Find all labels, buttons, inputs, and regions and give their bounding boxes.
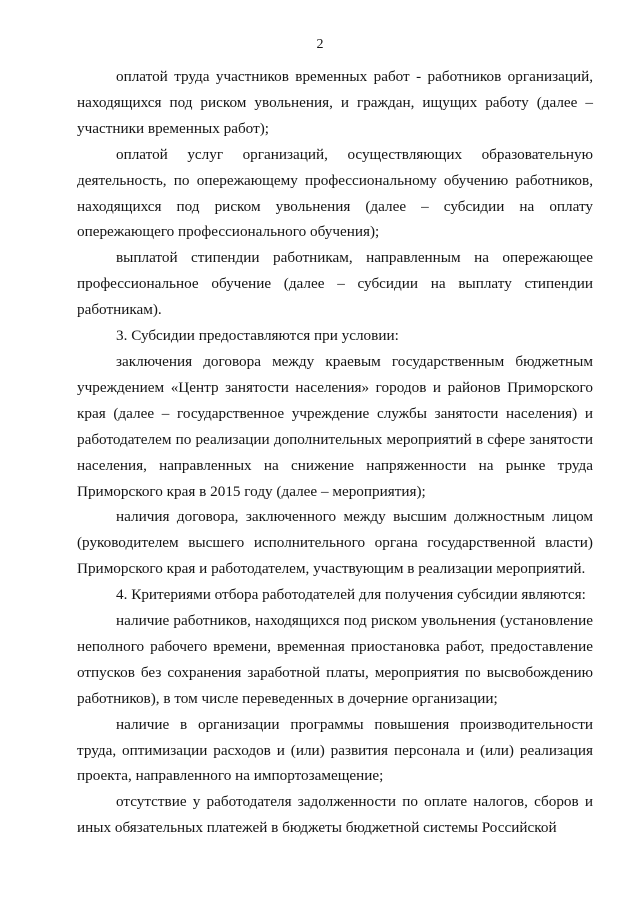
paragraph-criterion-no-tax-debt: отсутствие у работодателя задолженности по оплате налогов, сборов и иных обязательных платежей в бюджеты бюджетной системы Российской	[77, 793, 593, 837]
paragraph-contract-condition: заключения договора между краевым государственным бюджетным учреждением «Центр занятости населения» городов и районов Приморского края (далее – государственное учреждение службы занятости населения) и работодателем по реализации дополнительных мероприятий в сфере занятости населения, направленных на снижение напряженности на рынке труда Приморского края в 2015 году (далее – мероприятия);	[77, 352, 593, 500]
paragraph-stipend-payment: выплатой стипендии работникам, направленным на опережающее профессиональное обучение (далее – субсидии на выплату стипендии работникам).	[77, 249, 593, 319]
paragraph-agreement-condition: наличия договора, заключенного между высшим должностным лицом (руководителем высшего исполнительного органа государственной власти) Приморского края и работодателем, участвующим в реализации мероприятий.	[77, 508, 593, 578]
page-number: 2	[316, 37, 324, 52]
paragraph-temporary-workers-pay: оплатой труда участников временных работ - работников организаций, находящихся под риском увольнения, и граждан, ищущих работу (далее – участники временных работ);	[77, 68, 593, 137]
paragraph-criterion-at-risk-workers: наличие работников, находящихся под риском увольнения (установление неполного рабочего времени, временная приостановка работ, предоставление отпусков без сохранения заработной платы, мероприятия по высвобождению работников), в том числе переведенных в дочерние организации;	[77, 612, 593, 707]
paragraph-criterion-productivity-program: наличие в организации программы повышения производительности труда, оптимизации расходов и (или) развития персонала и (или) реализация проекта, направленного на импортозамещение;	[77, 715, 593, 785]
document-body	[77, 64, 593, 841]
paragraph-training-services-pay: оплатой услуг организаций, осуществляющих образовательную деятельность, по опережающему профессиональному обучению работников, находящихся под риском увольнения (далее – субсидии на оплату опережающего профессионального обучения);	[77, 145, 593, 241]
paragraph-section-4-heading: 4. Критериями отбора работодателей для получения субсидии являются:	[116, 586, 586, 604]
paragraph-section-3-heading: 3. Субсидии предоставляются при условии:	[116, 327, 399, 345]
